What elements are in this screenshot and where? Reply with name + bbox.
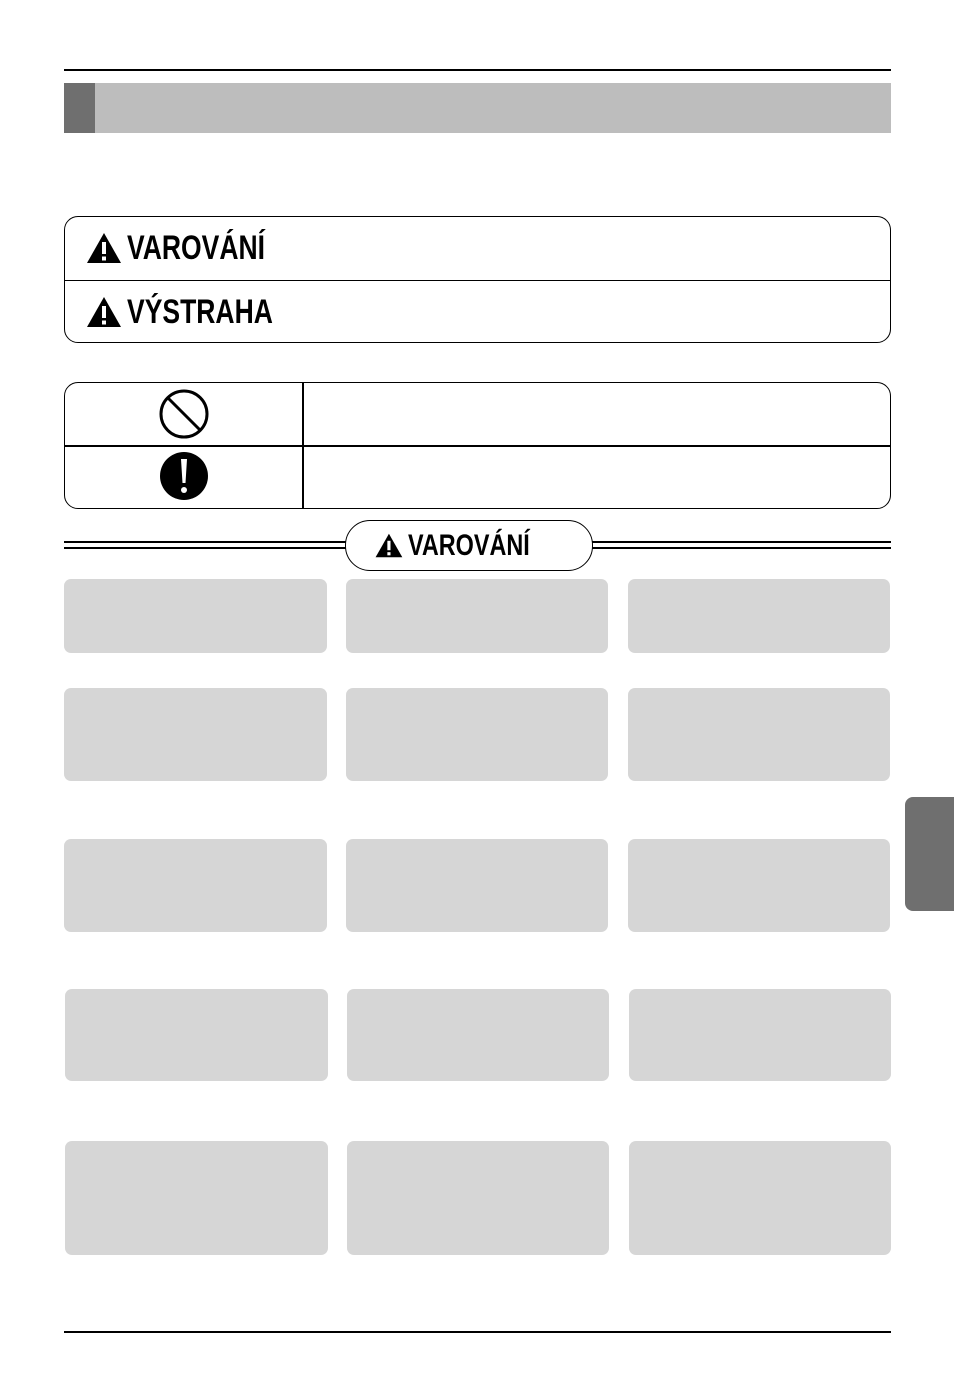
warning-panel-4 [64, 688, 327, 781]
warning-heading-text: VAROVÁNÍ [407, 528, 530, 562]
top-rule [64, 69, 891, 71]
signal-word-warning: VAROVÁNÍ [127, 228, 266, 267]
warning-panel-12 [629, 989, 891, 1081]
warning-panel-15 [629, 1141, 891, 1255]
warning-triangle-icon [85, 295, 123, 329]
chapter-side-tab [905, 797, 954, 911]
symbol-legend-box [64, 382, 891, 509]
signal-row-caution [65, 280, 890, 343]
warning-triangle-icon [85, 231, 123, 265]
warning-panel-1 [64, 579, 327, 653]
legend-divider-horizontal [65, 445, 890, 447]
warning-section-heading [345, 520, 593, 571]
prohibition-icon [158, 388, 210, 440]
exclamation-icon [158, 450, 210, 502]
warning-panel-2 [346, 579, 608, 653]
warning-panel-3 [628, 579, 890, 653]
warning-panel-7 [64, 839, 327, 932]
warning-panel-10 [65, 989, 328, 1081]
bottom-rule [64, 1331, 891, 1333]
signal-row-warning [65, 217, 890, 279]
warning-panel-6 [628, 688, 890, 781]
warning-triangle-icon [374, 531, 404, 560]
warning-panel-13 [65, 1141, 328, 1255]
warning-panel-14 [347, 1141, 609, 1255]
signal-words-box [64, 216, 891, 343]
warning-panel-9 [628, 839, 890, 932]
section-header-accent [64, 83, 95, 133]
warning-panel-8 [346, 839, 608, 932]
signal-word-caution: VÝSTRAHA [127, 292, 273, 331]
section-header-bar [64, 83, 891, 133]
warning-panel-11 [347, 989, 609, 1081]
warning-panel-5 [346, 688, 608, 781]
